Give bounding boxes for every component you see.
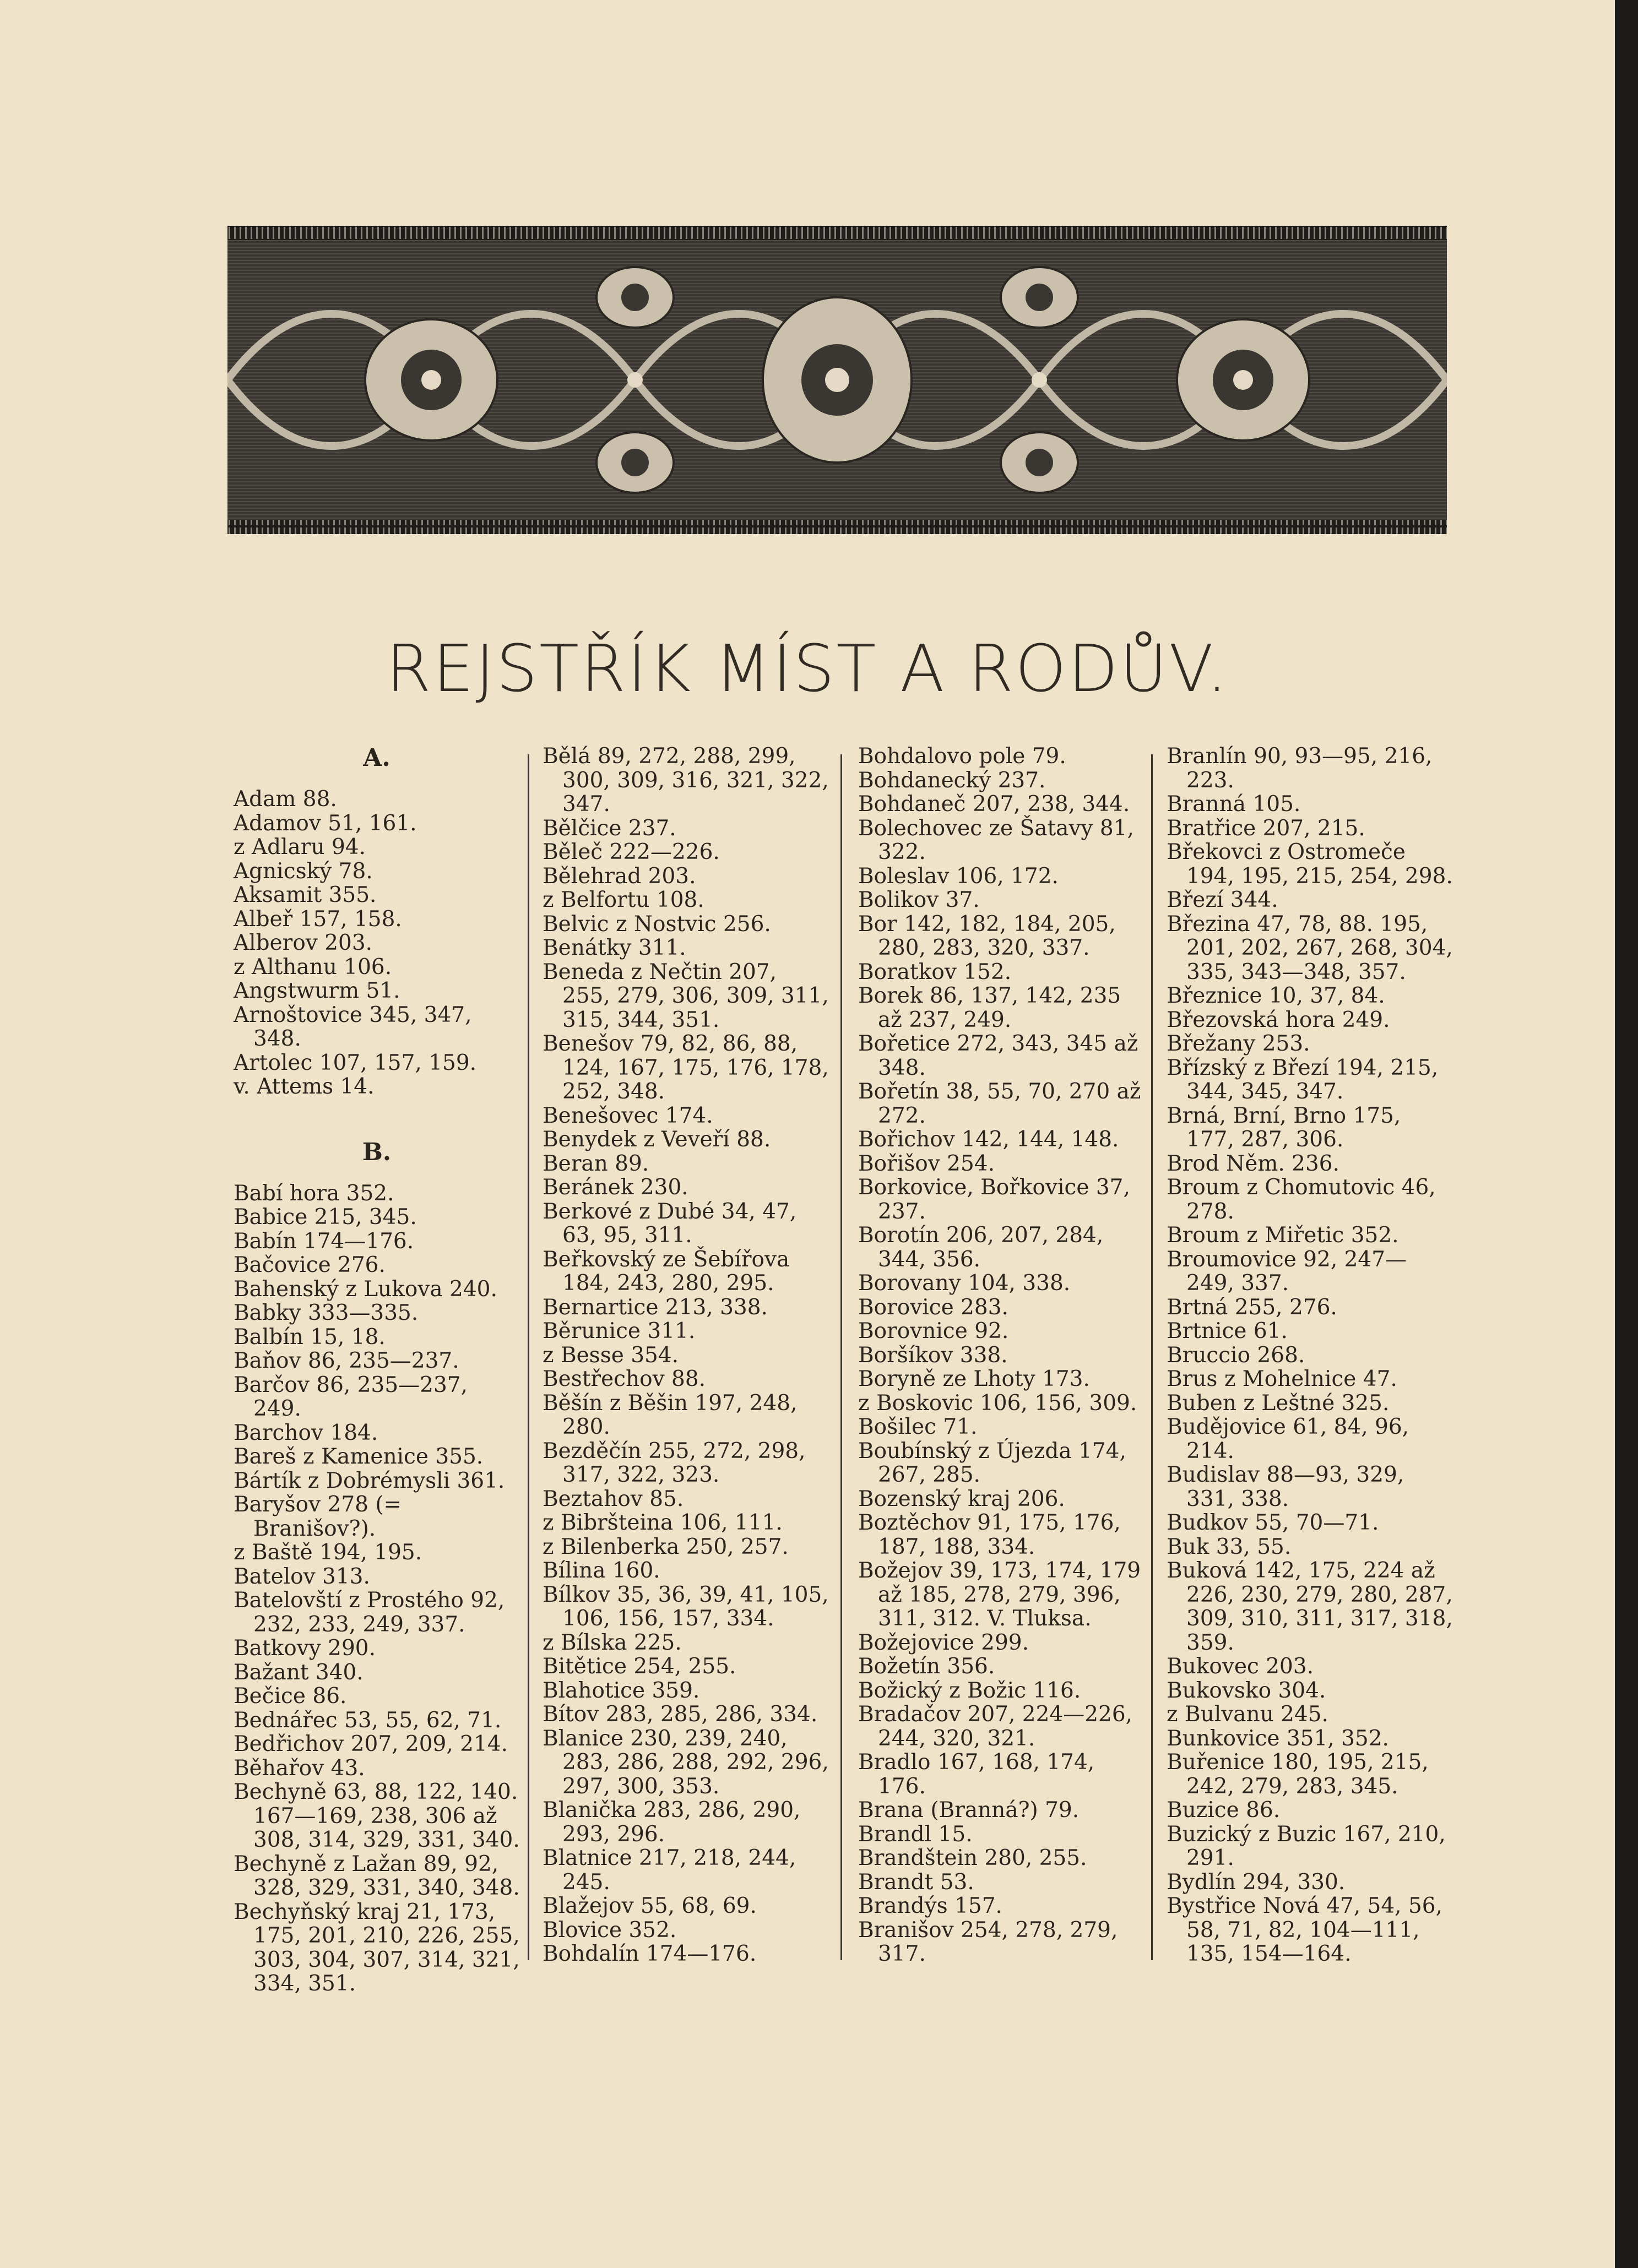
index-entry: Březí 344. (1167, 888, 1278, 912)
index-entry: Barchov 184. (234, 1420, 378, 1445)
index-entry: Babky 333—335. (234, 1301, 419, 1325)
index-entry: Běrunice 311. (543, 1319, 696, 1344)
index-entry: Baryšov 278 (= Branišov?). (234, 1492, 402, 1541)
index-entry: Brandštein 280, 255. (858, 1846, 1087, 1870)
index-entry: Bílina 160. (543, 1558, 660, 1583)
index-entry: Bukovec 203. (1167, 1654, 1314, 1679)
index-entry: Bozenský kraj 206. (858, 1486, 1065, 1511)
index-entry: Bohdanecký 237. (858, 768, 1046, 793)
index-entry: Borek 86, 137, 142, 235 až 237, 249. (858, 983, 1121, 1032)
index-entry: Boršíkov 338. (858, 1342, 1008, 1368)
index-entry: Bílkov 35, 36, 39, 41, 105, 106, 156, 157, 334. (543, 1582, 829, 1631)
index-entry: Božický z Božic 116. (858, 1678, 1081, 1703)
index-entry: Bernartice 213, 338. (543, 1295, 768, 1320)
index-list (1167, 744, 1453, 1966)
page-edge-shadow (1615, 0, 1638, 2268)
index-entry: Brtnice 61. (1167, 1319, 1288, 1344)
index-entry: Broum z Miřetic 352. (1167, 1223, 1399, 1248)
index-entry: Bydlín 294, 330. (1167, 1869, 1346, 1895)
index-entry: z Adlaru 94. (234, 835, 366, 860)
index-entry: Batelov 313. (234, 1564, 370, 1589)
index-entry: Bělčice 237. (543, 815, 676, 841)
index-entry: Bednářec 53, 55, 62, 71. (234, 1707, 502, 1733)
index-entry: Aksamit 355. (234, 883, 377, 907)
index-entry: Brtná 255, 276. (1167, 1295, 1337, 1320)
index-entry: Bestřechov 88. (543, 1367, 706, 1391)
index-entry: Bělehrad 203. (543, 863, 696, 889)
index-entry: Buk 33, 55. (1167, 1534, 1292, 1559)
index-entry: Branlín 90, 93—95, 216, 223. (1167, 744, 1433, 793)
index-entry: Bořetín 38, 55, 70, 270 až 272. (858, 1079, 1141, 1128)
index-entry: Broum z Chomutovic 46, 278. (1167, 1175, 1436, 1224)
index-entry: Bažant 340. (234, 1660, 364, 1685)
index-entry: z Althanu 106. (234, 954, 392, 980)
index-entry: Baňov 86, 235—237. (234, 1348, 459, 1373)
index-entry: Borovany 104, 338. (858, 1271, 1071, 1296)
index-entry: Běleč 222—226. (543, 840, 720, 864)
index-entry: Blanička 283, 286, 290, 293, 296. (543, 1798, 801, 1847)
index-entry: Břízský z Březí 194, 215, 344, 345, 347. (1167, 1055, 1439, 1104)
index-entry: Beztahov 85. (543, 1486, 684, 1511)
index-entry: Bártík z Dobrémysli 361. (234, 1468, 505, 1493)
index-entry: Bačovice 276. (234, 1253, 386, 1277)
index-entry: Bohdalín 174—176. (543, 1941, 757, 1966)
index-entry: Buzický z Buzic 167, 210, 291. (1167, 1821, 1446, 1870)
index-entry: Bunkovice 351, 352. (1167, 1726, 1389, 1751)
index-entry: Bošilec 71. (858, 1415, 978, 1439)
index-entry: Bratřice 207, 215. (1167, 815, 1365, 841)
index-entry: Borkovice, Bořkovice 37, 237. (858, 1175, 1130, 1224)
index-entry: Blahotice 359. (543, 1678, 700, 1703)
index-entry: Brandl 15. (858, 1821, 973, 1847)
index-entry: Boratkov 152. (858, 959, 1012, 985)
index-entry: Bukovsko 304. (1167, 1678, 1326, 1703)
index-entry: Bareš z Kamenice 355. (234, 1444, 484, 1469)
index-entry: Berkové z Dubé 34, 47, 63, 95, 311. (543, 1199, 797, 1248)
index-entry: Buzice 86. (1167, 1798, 1281, 1823)
index-list (858, 744, 1145, 1966)
section-letter-a: A. (363, 744, 390, 772)
index-entry: Blatnice 217, 218, 244, 245. (543, 1846, 796, 1895)
index-entry: Boztěchov 91, 175, 176, 187, 188, 334. (858, 1510, 1121, 1559)
index-entry: Benešov 79, 82, 86, 88, 124, 167, 175, 176, 178, 252, 348. (543, 1031, 829, 1104)
column-divider (528, 754, 529, 1960)
index-entry: Benydek z Veveří 88. (543, 1127, 771, 1152)
index-entry: Bořetice 272, 343, 345 až 348. (858, 1031, 1138, 1080)
index-entry: Bolechovec ze Šatavy 81, 322. (858, 815, 1134, 864)
index-list-a (234, 787, 520, 1099)
index-entry: Beran 89. (543, 1151, 649, 1176)
index-entry: z Bulvanu 245. (1167, 1702, 1328, 1727)
index-entry: Artolec 107, 157, 159. (234, 1050, 477, 1075)
index-entry: Buben z Leštné 325. (1167, 1390, 1390, 1416)
index-entry: Bolikov 37. (858, 888, 980, 912)
index-entry: Bor 142, 182, 184, 205, 280, 283, 320, 337. (858, 911, 1116, 960)
index-entry: Bahenský z Lukova 240. (234, 1276, 497, 1302)
index-entry: Budějovice 61, 84, 96, 214. (1167, 1415, 1409, 1464)
index-entry: z Belfortu 108. (543, 888, 704, 912)
index-entry: Branišov 254, 278, 279, 317. (858, 1917, 1118, 1966)
index-entry: Borovice 283. (858, 1295, 1008, 1320)
index-entry: Brana (Branná?) 79. (858, 1798, 1080, 1823)
index-entry: Božejovice 299. (858, 1630, 1029, 1655)
index-entry: Batkovy 290. (234, 1636, 376, 1661)
index-entry: Babín 174—176. (234, 1228, 414, 1254)
index-entry: Beneda z Nečtin 207, 255, 279, 306, 309, 311, 315, 344, 351. (543, 959, 829, 1032)
index-entry: Angstwurm 51. (234, 978, 400, 1003)
index-entry: Benešovec 174. (543, 1103, 713, 1128)
page-title: REJSTŘÍK MÍST A RODŮV. (386, 630, 1229, 706)
index-entry: Bystřice Nová 47, 54, 56, 58, 71, 82, 104—111, 135, 154—164. (1167, 1894, 1442, 1966)
index-entry: Alberov 203. (234, 931, 373, 955)
index-entry: Břekovci z Ostromeče 194, 195, 215, 254, 298. (1167, 840, 1453, 889)
index-entry: Branná 105. (1167, 792, 1301, 817)
section-letter-b: B. (362, 1138, 392, 1166)
index-entry: Běhařov 43. (234, 1755, 365, 1781)
index-entry: v. Attems 14. (234, 1074, 375, 1099)
index-entry: z Boskovic 106, 156, 309. (858, 1390, 1137, 1416)
index-entry: Bezděčín 255, 272, 298, 317, 322, 323. (543, 1438, 806, 1487)
index-entry: Batelovští z Prostého 92, 232, 233, 249, 337. (234, 1588, 505, 1637)
index-entry: Budkov 55, 70—71. (1167, 1510, 1379, 1535)
index-entry: Božetín 356. (858, 1654, 995, 1679)
index-entry: Bořichov 142, 144, 148. (858, 1127, 1119, 1152)
index-entry: z Bilenberka 250, 257. (543, 1534, 789, 1559)
index-entry: Brandýs 157. (858, 1894, 1002, 1918)
index-entry: Bohdaneč 207, 238, 344. (858, 792, 1130, 817)
index-entry: Bradlo 167, 168, 174, 176. (858, 1750, 1095, 1799)
index-entry: Babice 215, 345. (234, 1205, 417, 1230)
index-entry: Benátky 311. (543, 936, 686, 960)
index-entry: Březnice 10, 37, 84. (1167, 983, 1385, 1008)
index-entry: Balbín 15, 18. (234, 1324, 386, 1350)
index-entry: Brná, Brní, Brno 175, 177, 287, 306. (1167, 1103, 1401, 1152)
index-entry: Adam 88. (234, 787, 337, 812)
index-entry: Barčov 86, 235—237, 249. (234, 1372, 468, 1421)
index-entry: Bruccio 268. (1167, 1342, 1305, 1368)
index-list (543, 744, 829, 1966)
index-entry: Broumovice 92, 247—249, 337. (1167, 1247, 1407, 1296)
index-column-4 (1167, 744, 1453, 1966)
index-entry: Adamov 51, 161. (234, 811, 417, 836)
index-entry: Belvic z Nostvic 256. (543, 911, 771, 937)
index-column-3 (858, 744, 1145, 1966)
index-entry: Beránek 230. (543, 1175, 688, 1200)
index-entry: Bitětice 254, 255. (543, 1654, 736, 1679)
index-entry: Boryně ze Lhoty 173. (858, 1367, 1090, 1391)
index-entry: Boleslav 106, 172. (858, 863, 1059, 889)
index-entry: Beřkovský ze Šebířova 184, 243, 280, 295. (543, 1247, 790, 1296)
index-entry: Bítov 283, 285, 286, 334. (543, 1702, 818, 1727)
index-entry: Arnoštovice 345, 347, 348. (234, 1002, 472, 1051)
index-entry: z Besse 354. (543, 1342, 679, 1368)
index-entry: Blažejov 55, 68, 69. (543, 1894, 757, 1918)
index-entry: z Bibršteina 106, 111. (543, 1510, 783, 1535)
column-divider (1151, 754, 1153, 1960)
index-entry: Březovská hora 249. (1167, 1007, 1390, 1032)
index-entry: z Baště 194, 195. (234, 1540, 422, 1565)
index-entry: Buková 142, 175, 224 až 226, 230, 279, 280, 287, 309, 310, 311, 317, 318, 359. (1167, 1558, 1453, 1655)
index-entry: Borovnice 92. (858, 1319, 1009, 1344)
index-entry: Bechyňský kraj 21, 173, 175, 201, 210, 226, 255, 303, 304, 307, 314, 321, 334, 351. (234, 1899, 520, 1996)
index-entry: Běšín z Běšin 197, 248, 280. (543, 1390, 798, 1439)
index-entry: Buřenice 180, 195, 215, 242, 279, 283, 345. (1167, 1750, 1429, 1799)
index-entry: Babí hora 352. (234, 1181, 394, 1206)
arabesque-banner-ornament-icon (227, 226, 1447, 534)
index-entry: Březina 47, 78, 88. 195, 201, 202, 267, 268, 304, 335, 343—348, 357. (1167, 911, 1453, 985)
index-entry: Blovice 352. (543, 1917, 677, 1943)
index-entry: Bechyně 63, 88, 122, 140. 167—169, 238, 306 až 308, 314, 329, 331, 340. (234, 1780, 520, 1852)
index-entry: Božejov 39, 173, 174, 179 až 185, 278, 279, 396, 311, 312. V. Tluksa. (858, 1558, 1141, 1631)
index-entry: Budislav 88—93, 329, 331, 338. (1167, 1462, 1404, 1511)
index-entry: Brod Něm. 236. (1167, 1151, 1339, 1176)
index-entry: z Bílska 225. (543, 1630, 682, 1655)
index-entry: Boubínský z Újezda 174, 267, 285. (858, 1438, 1126, 1487)
column-divider (840, 754, 842, 1960)
index-entry: Bohdalovo pole 79. (858, 744, 1066, 769)
index-column-2 (543, 744, 829, 1966)
index-entry: Brandt 53. (858, 1869, 974, 1895)
index-entry: Brus z Mohelnice 47. (1167, 1367, 1397, 1391)
index-entry: Bělá 89, 272, 288, 299, 300, 309, 316, 321, 322, 347. (543, 744, 829, 817)
index-list-b (234, 1182, 520, 1996)
index-column-1 (234, 744, 520, 1996)
index-entry: Bechyně z Lažan 89, 92, 328, 329, 331, 340, 348. (234, 1851, 520, 1900)
index-entry: Bečice 86. (234, 1684, 347, 1709)
index-entry: Borotín 206, 207, 284, 344, 356. (858, 1223, 1104, 1272)
index-entry: Bedřichov 207, 209, 214. (234, 1732, 508, 1756)
index-entry: Blanice 230, 239, 240, 283, 286, 288, 292, 296, 297, 300, 353. (543, 1726, 829, 1799)
index-entry: Bořišov 254. (858, 1151, 995, 1176)
index-entry: Břežany 253. (1167, 1031, 1310, 1056)
index-entry: Albeř 157, 158. (234, 906, 402, 932)
index-entry: Agnicský 78. (234, 858, 373, 884)
index-entry: Bradačov 207, 224—226, 244, 320, 321. (858, 1702, 1133, 1751)
